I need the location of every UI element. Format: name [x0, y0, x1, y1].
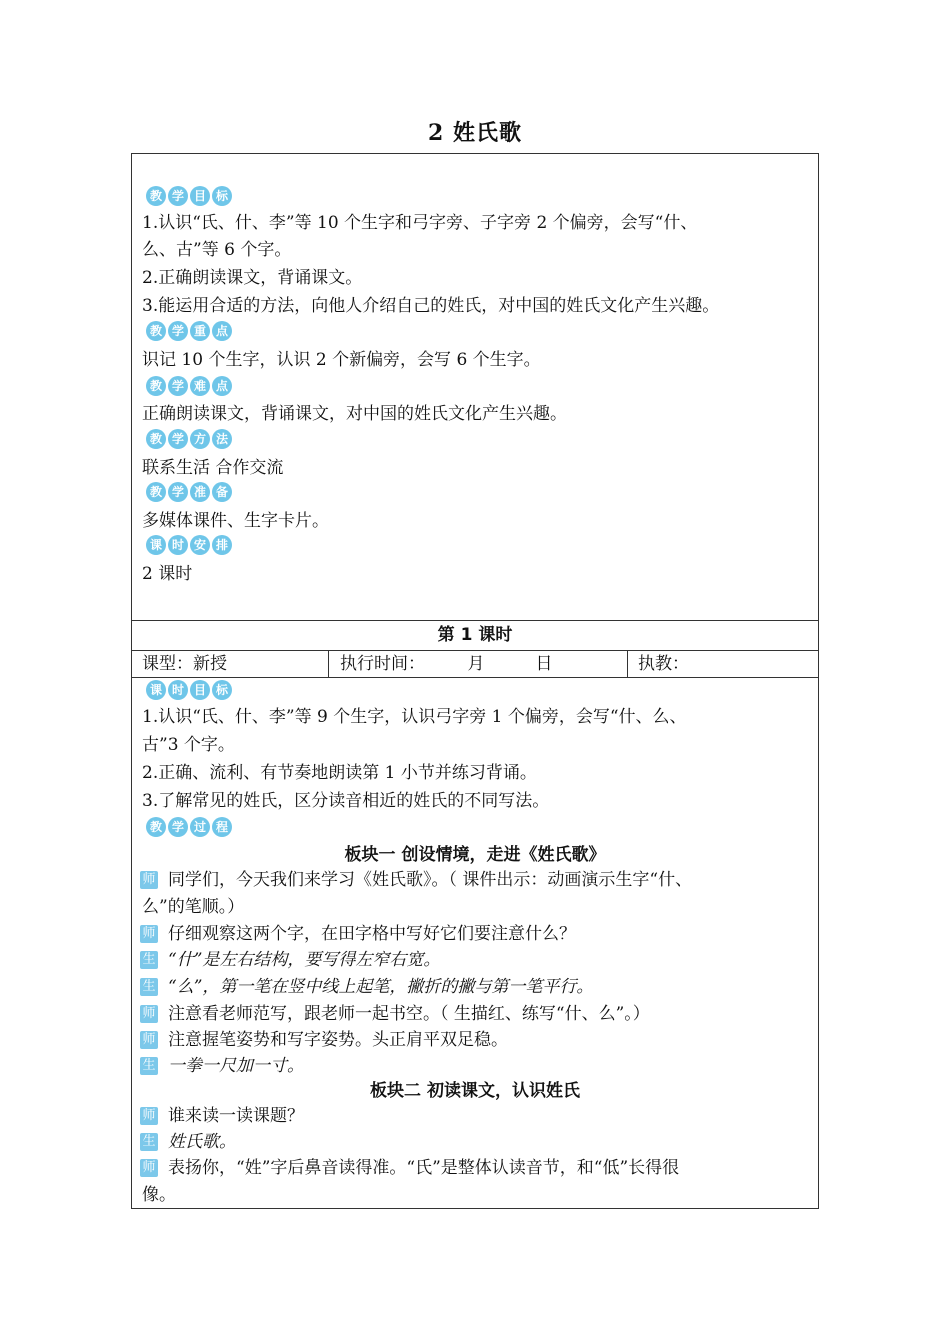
- badge-char: 学: [168, 817, 188, 837]
- badge-char: 学: [168, 429, 188, 449]
- difficulties-text: 正确朗读课文，背诵课文，对中国的姓氏文化产生兴趣。: [142, 404, 567, 424]
- lesson-goal-line: 1.认识“氏、什、李”等 9 个生字，认识弓字旁 1 个偏旁，会写“什、么、: [142, 707, 687, 727]
- student-icon: 生: [140, 951, 158, 969]
- badge-char: 安: [190, 535, 210, 555]
- section-1-heading: 板块一 创设情境，走进《姓氏歌》: [344, 845, 606, 865]
- badge-char: 备: [212, 482, 232, 502]
- badge-char: 方: [190, 429, 210, 449]
- dialogue-line: 注意握笔姿势和写字姿势。头正肩平双足稳。: [168, 1030, 508, 1050]
- lesson-plan-table: [131, 153, 819, 1209]
- methods-text: 联系生活 合作交流: [142, 458, 284, 478]
- badge-char: 时: [168, 535, 188, 555]
- lesson-teacher: 执教：: [638, 654, 689, 674]
- goal-line: 2.正确朗读课文，背诵课文。: [142, 268, 363, 288]
- badge-char: 教: [146, 376, 166, 396]
- lesson-time: 执行时间： 月 日: [340, 654, 553, 674]
- badge-lesson-goals: [146, 680, 232, 700]
- teacher-icon: 师: [140, 1005, 158, 1023]
- dialogue-line: 表扬你，“姓”字后鼻音读得准。“氏”是整体认读音节，和“低”长得很: [168, 1158, 680, 1178]
- badge-char: 标: [212, 186, 232, 206]
- dialogue-line: 同学们，今天我们来学习《姓氏歌》。（ 课件出示：动画演示生字“什、: [168, 870, 693, 890]
- lesson-type: 课型：新授: [142, 654, 227, 674]
- badge-char: 准: [190, 482, 210, 502]
- badge-char: 点: [212, 376, 232, 396]
- badge-char: 课: [146, 535, 166, 555]
- lesson-goal-line: 3.了解常见的姓氏，区分读音相近的姓氏的不同写法。: [142, 791, 550, 811]
- badge-char: 标: [212, 680, 232, 700]
- dialogue-line: “么”，第一笔在竖中线上起笔，撇折的撇与第一笔平行。: [168, 977, 594, 997]
- badge-char: 难: [190, 376, 210, 396]
- badge-teaching-goals: [146, 186, 232, 206]
- teacher-icon: 师: [140, 871, 158, 889]
- dialogue-line: 一拳一尺加一寸。: [168, 1056, 304, 1076]
- column-divider: [328, 651, 329, 677]
- section-2-heading: 板块二 初读课文，认识姓氏: [370, 1081, 580, 1101]
- badge-char: 学: [168, 321, 188, 341]
- badge-char: 教: [146, 429, 166, 449]
- teacher-icon: 师: [140, 1159, 158, 1177]
- student-icon: 生: [140, 1133, 158, 1151]
- schedule-text: 2 课时: [142, 564, 193, 584]
- lesson-goal-line: 古”3 个字。: [142, 735, 235, 755]
- badge-difficulties: [146, 376, 232, 396]
- row-divider: [132, 677, 818, 678]
- student-icon: 生: [140, 1057, 158, 1075]
- badge-char: 点: [212, 321, 232, 341]
- dialogue-line: 谁来读一读课题？: [168, 1106, 304, 1126]
- badge-methods: [146, 429, 232, 449]
- goal-line: 1.认识“氏、什、李”等 10 个生字和弓字旁、子字旁 2 个偏旁，会写“什、: [142, 213, 698, 233]
- dialogue-line: “什”是左右结构，要写得左窄右宽。: [168, 950, 441, 970]
- badge-char: 过: [190, 817, 210, 837]
- badge-char: 教: [146, 321, 166, 341]
- badge-char: 教: [146, 817, 166, 837]
- goal-line: 3.能运用合适的方法，向他人介绍自己的姓氏，对中国的姓氏文化产生兴趣。: [142, 296, 720, 316]
- badge-key-points: [146, 321, 232, 341]
- badge-char: 目: [190, 680, 210, 700]
- badge-schedule: [146, 535, 232, 555]
- preparation-text: 多媒体课件、生字卡片。: [142, 511, 329, 531]
- dialogue-line: 姓氏歌。: [168, 1132, 236, 1152]
- badge-char: 时: [168, 680, 188, 700]
- goal-line: 么、古”等 6 个字。: [142, 240, 292, 260]
- dialogue-line-cont: 么”的笔顺。）: [142, 897, 245, 917]
- badge-char: 学: [168, 482, 188, 502]
- badge-char: 目: [190, 186, 210, 206]
- key-points-text: 识记 10 个生字，认识 2 个新偏旁，会写 6 个生字。: [142, 350, 541, 370]
- teacher-icon: 师: [140, 1107, 158, 1125]
- badge-preparation: [146, 482, 232, 502]
- dialogue-line: 仔细观察这两个字，在田字格中写好它们要注意什么？: [168, 924, 576, 944]
- column-divider: [627, 651, 628, 677]
- student-icon: 生: [140, 978, 158, 996]
- badge-char: 学: [168, 376, 188, 396]
- badge-process: [146, 817, 232, 837]
- dialogue-line: 注意看老师范写，跟老师一起书空。（ 生描红、练写“什、么”。）: [168, 1004, 650, 1024]
- badge-char: 排: [212, 535, 232, 555]
- badge-char: 教: [146, 186, 166, 206]
- badge-char: 法: [212, 429, 232, 449]
- page-title: 2 姓氏歌: [428, 120, 522, 146]
- badge-char: 学: [168, 186, 188, 206]
- badge-char: 课: [146, 680, 166, 700]
- badge-char: 教: [146, 482, 166, 502]
- badge-char: 程: [212, 817, 232, 837]
- badge-char: 重: [190, 321, 210, 341]
- dialogue-line-cont: 像。: [142, 1185, 176, 1205]
- teacher-icon: 师: [140, 1031, 158, 1049]
- lesson-heading: 第 1 课时: [437, 625, 513, 645]
- teacher-icon: 师: [140, 925, 158, 943]
- lesson-goal-line: 2.正确、流利、有节奏地朗读第 1 小节并练习背诵。: [142, 763, 537, 783]
